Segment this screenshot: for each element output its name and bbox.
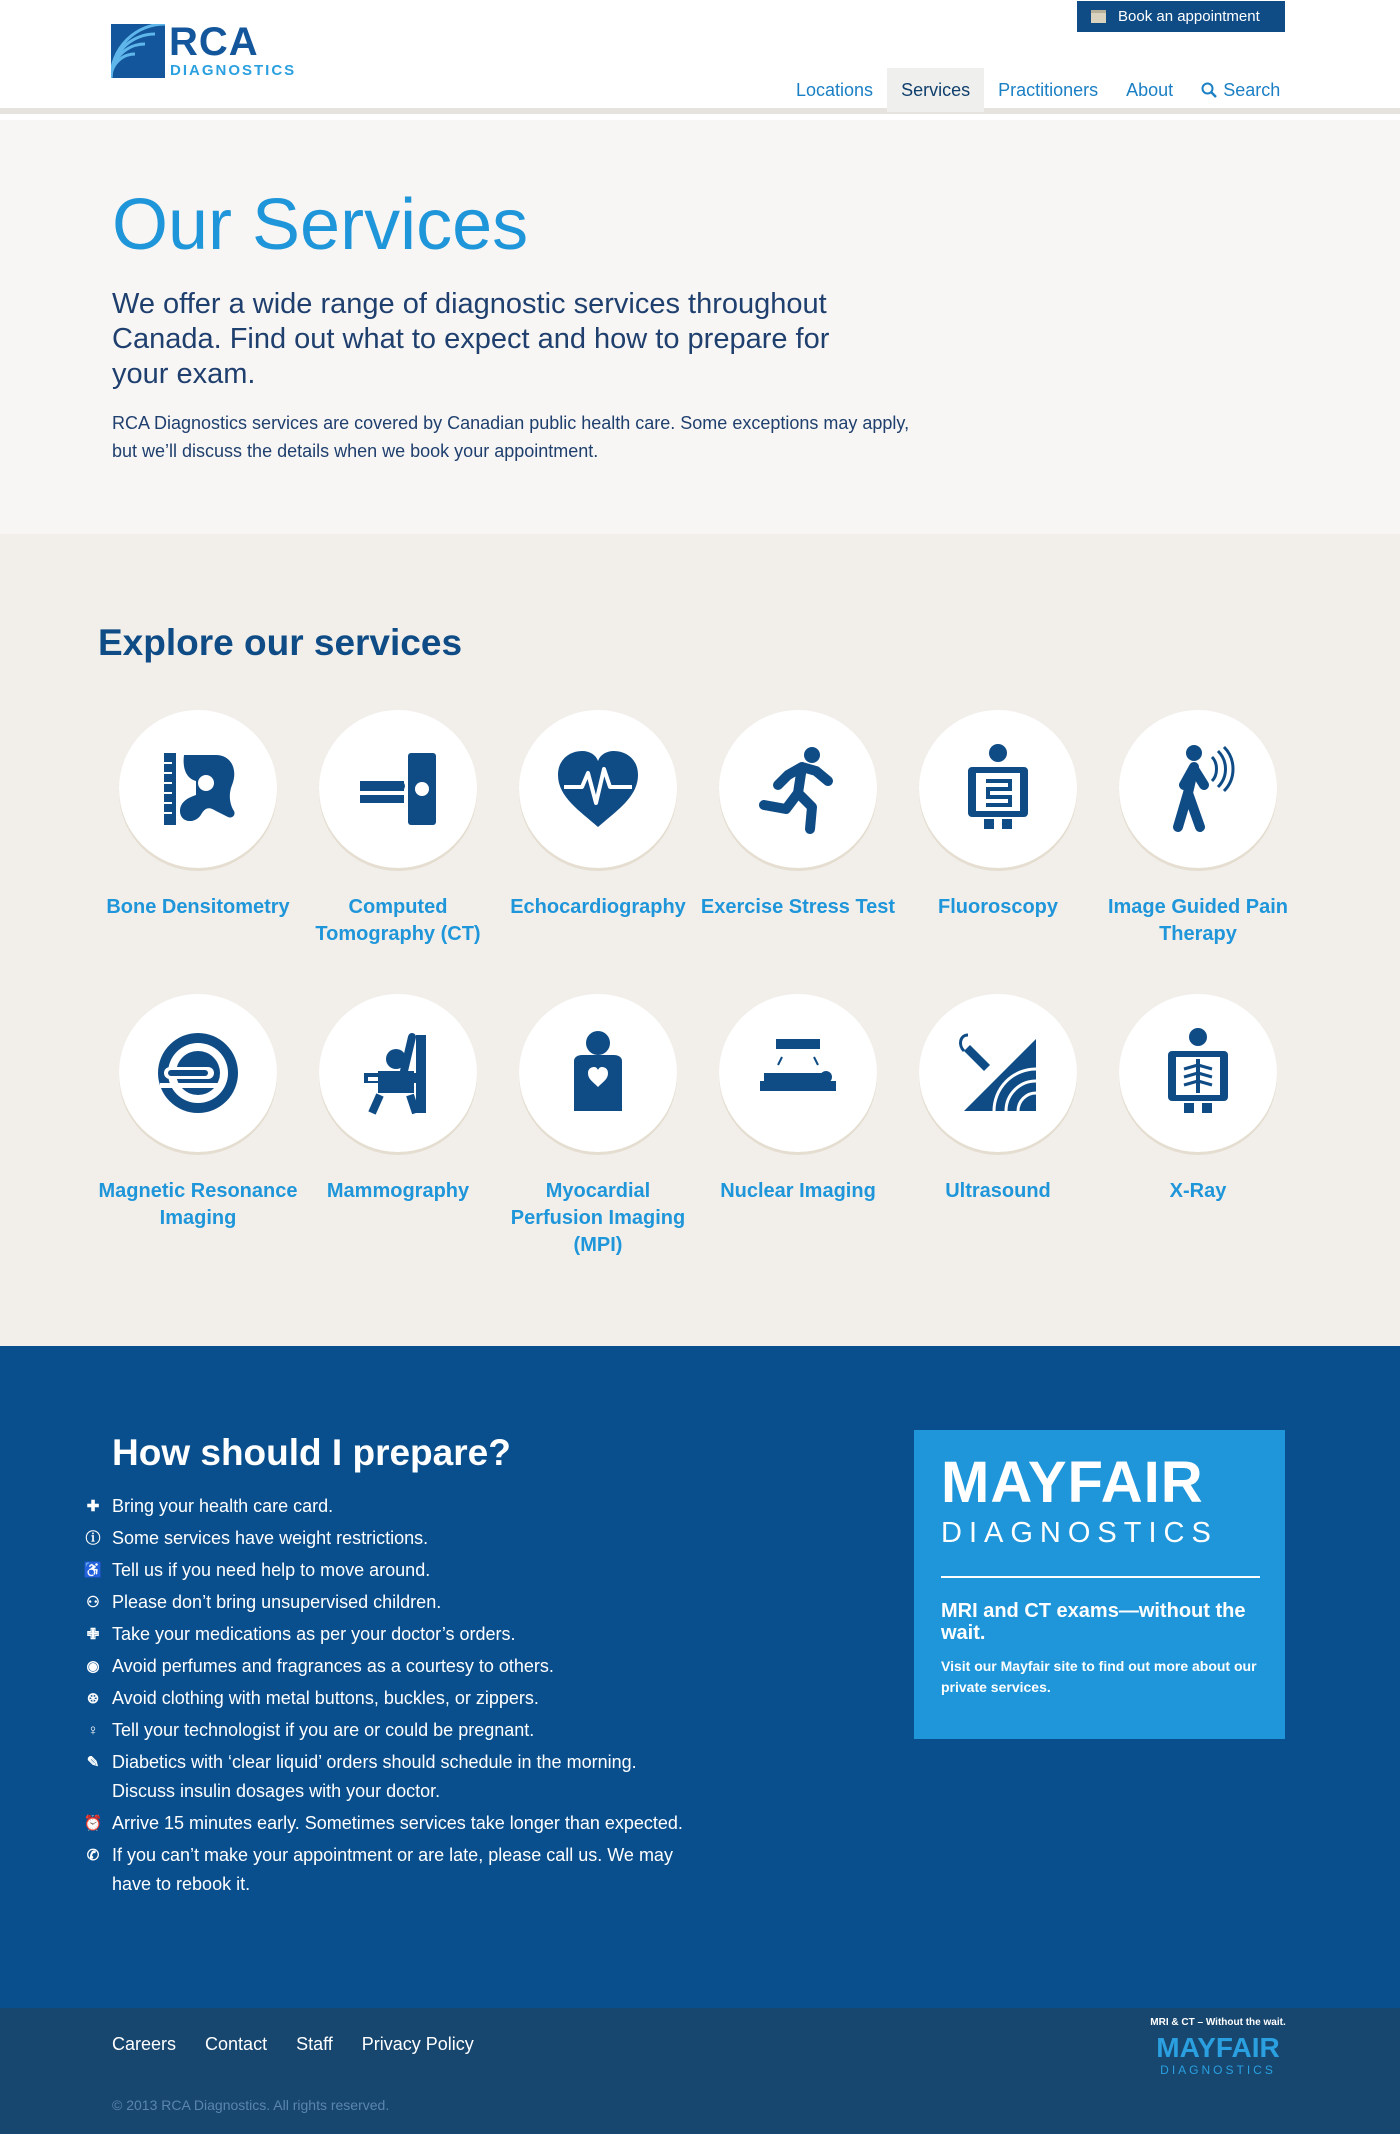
service-label: Fluoroscopy: [937, 896, 1058, 918]
alarm-clock-icon: ⏰: [83, 1815, 103, 1832]
heart-icon: [550, 741, 646, 837]
service-bone-densitometry[interactable]: [98, 710, 298, 921]
prepare-title: How should I prepare?: [112, 1432, 511, 1473]
service-magnetic-resonance-imaging[interactable]: [98, 994, 298, 1232]
service-fluoroscopy[interactable]: [898, 710, 1098, 921]
service-computed-tomography[interactable]: [298, 710, 498, 948]
service-label: Echocardiography: [510, 896, 686, 918]
list-item-text: Bring your health care card.: [112, 1496, 334, 1516]
list-item: [84, 1652, 704, 1681]
footer-mayfair-subtitle: DIAGNOSTICS: [1160, 2063, 1276, 2077]
service-circle: [519, 710, 677, 868]
xray-icon: [1150, 1025, 1246, 1121]
service-mammography[interactable]: [298, 994, 498, 1205]
children-icon: ⚇: [86, 1594, 100, 1611]
service-circle: [519, 994, 677, 1152]
service-circle: [1119, 710, 1277, 868]
list-item-text: Tell your technologist if you are or could be pregnant.: [112, 1720, 535, 1740]
service-label: Nuclear Imaging: [720, 1180, 876, 1202]
copyright: © 2013 RCA Diagnostics. All rights reserved.: [112, 2097, 390, 2113]
mayfair-description: Visit our Mayfair site to find out more about our private services.: [941, 1658, 1257, 1695]
footer-mayfair-logo[interactable]: [1148, 2017, 1288, 2093]
service-ultrasound[interactable]: [898, 994, 1098, 1205]
list-item: [84, 1620, 704, 1649]
nav-search[interactable]: [1187, 68, 1294, 112]
perfume-icon: ◉: [86, 1658, 100, 1675]
nav-practitioners[interactable]: [984, 68, 1112, 112]
logo-name: RCA: [169, 20, 259, 64]
service-image-guided-pain-therapy[interactable]: [1098, 710, 1298, 948]
logo-subtitle: DIAGNOSTICS: [170, 62, 297, 79]
main-nav: [782, 68, 1294, 112]
nav-services-label: Services: [901, 79, 971, 100]
pregnant-icon: ♀: [87, 1722, 99, 1739]
site-header: [0, 0, 1400, 114]
service-myocardial-perfusion-imaging[interactable]: [498, 994, 698, 1259]
footer-links: [112, 2034, 474, 2055]
list-item: [84, 1716, 704, 1745]
list-item-text: Avoid clothing with metal buttons, buckles, or zippers.: [112, 1688, 539, 1708]
bone-densitometry-icon: [150, 741, 246, 837]
nav-about-label: About: [1126, 79, 1174, 100]
list-item: [84, 1748, 704, 1806]
book-appointment-label: Book an appointment: [1118, 8, 1260, 25]
service-circle: [719, 994, 877, 1152]
service-label: Image Guided Pain Therapy: [1107, 896, 1289, 945]
footer-link-contact[interactable]: Contact: [205, 2034, 268, 2054]
info-icon: ⓘ: [85, 1530, 101, 1547]
service-label: Magnetic Resonance Imaging: [98, 1180, 298, 1229]
service-label: Bone Densitometry: [106, 896, 290, 918]
book-appointment-button[interactable]: [1077, 1, 1285, 32]
search-icon: [1201, 82, 1217, 98]
service-label: Exercise Stress Test: [700, 896, 896, 918]
explore-services-section: [0, 534, 1400, 1346]
service-circle: [119, 994, 277, 1152]
service-exercise-stress-test[interactable]: [698, 710, 898, 921]
service-circle: [919, 994, 1077, 1152]
service-label: Mammography: [326, 1180, 470, 1202]
list-item-text: If you can’t make your appointment or are late, please call us. We may have to rebook it.: [112, 1845, 673, 1894]
list-item: [84, 1588, 704, 1617]
list-item-text: Please don’t bring unsupervised children.: [112, 1592, 442, 1612]
list-item: [84, 1524, 704, 1553]
list-item: [84, 1684, 704, 1713]
mri-icon: [150, 1025, 246, 1121]
mammography-icon: [350, 1025, 446, 1121]
mayfair-subtitle: DIAGNOSTICS: [941, 1517, 1218, 1549]
mayfair-tagline: MRI and CT exams—without the wait.: [941, 1600, 1246, 1644]
running-person-icon: [750, 741, 846, 837]
list-item-text: Tell us if you need help to move around.: [112, 1560, 431, 1580]
service-circle: [319, 994, 477, 1152]
service-label: Ultrasound: [945, 1180, 1051, 1202]
mayfair-promo-card[interactable]: [914, 1430, 1285, 1739]
service-circle: [1119, 994, 1277, 1152]
service-label: Myocardial Perfusion Imaging (MPI): [510, 1180, 686, 1256]
nav-search-label: Search: [1223, 79, 1281, 100]
service-circle: [719, 710, 877, 868]
footer-link-staff[interactable]: Staff: [296, 2034, 333, 2054]
nuclear-imaging-icon: [750, 1025, 846, 1121]
nav-services[interactable]: [887, 68, 984, 112]
intro-note: RCA Diagnostics services are covered by Canadian public health care. Some exceptions may apply, but we’ll discuss the details when we book your appointment.: [112, 413, 910, 461]
phone-icon: ✆: [86, 1847, 100, 1864]
list-item-text: Some services have weight restrictions.: [112, 1528, 429, 1548]
list-item-text: Arrive 15 minutes early. Sometimes services take longer than expected.: [112, 1813, 683, 1833]
explore-title: Explore our services: [98, 622, 463, 663]
service-nuclear-imaging[interactable]: [698, 994, 898, 1205]
footer-mayfair-tag: MRI & CT – Without the wait.: [1150, 2017, 1286, 2028]
mayfair-name: MAYFAIR: [941, 1450, 1204, 1515]
walking-person-icon: [1150, 741, 1246, 837]
cross-icon: ✚: [86, 1498, 100, 1515]
list-item: [84, 1556, 704, 1585]
person-heart-icon: [550, 1025, 646, 1121]
service-echocardiography[interactable]: [498, 710, 698, 921]
list-item: [84, 1809, 704, 1838]
metal-button-icon: ⊛: [86, 1690, 100, 1707]
calendar-icon: [1091, 10, 1106, 23]
footer-mayfair-name: MAYFAIR: [1156, 2032, 1280, 2063]
nav-locations-label: Locations: [796, 79, 874, 100]
divider: [941, 1576, 1260, 1578]
fluoroscopy-icon: [950, 741, 1046, 837]
ultrasound-icon: [950, 1025, 1046, 1121]
nav-about[interactable]: [1112, 68, 1187, 112]
list-item: [84, 1841, 704, 1899]
list-item: [84, 1492, 704, 1521]
list-item-text: Take your medications as per your doctor’s orders.: [112, 1624, 516, 1644]
insulin-icon: ✎: [86, 1754, 100, 1771]
rca-logo-mark-icon: [111, 24, 165, 78]
intro-section: [0, 120, 1400, 534]
nav-practitioners-label: Practitioners: [998, 79, 1099, 100]
list-item-text: Diabetics with ‘clear liquid’ orders should schedule in the morning. Discuss insulin dosages with your doctor.: [112, 1752, 637, 1801]
rca-logo[interactable]: [111, 20, 297, 80]
ct-scanner-icon: [350, 741, 446, 837]
service-circle: [319, 710, 477, 868]
intro-lead: We offer a wide range of diagnostic services throughout Canada. Find out what to expect and how to prepare for your exam.: [112, 288, 830, 390]
service-label: X-Ray: [1169, 1180, 1227, 1202]
list-item-text: Avoid perfumes and fragrances as a courtesy to others.: [112, 1656, 554, 1676]
service-label: Computed Tomography (CT): [315, 896, 481, 945]
medication-icon: ✙: [86, 1626, 100, 1643]
nav-locations[interactable]: [782, 68, 887, 112]
service-x-ray[interactable]: [1098, 994, 1298, 1205]
footer-link-careers[interactable]: Careers: [112, 2034, 177, 2054]
service-circle: [119, 710, 277, 868]
page-title: Our Services: [112, 185, 529, 265]
footer-link-privacy-policy[interactable]: Privacy Policy: [361, 2034, 474, 2054]
prepare-list: [84, 1492, 704, 1902]
wheelchair-icon: ♿: [83, 1562, 103, 1579]
service-circle: [919, 710, 1077, 868]
prepare-section: [0, 1346, 1400, 2008]
site-footer: [0, 2008, 1400, 2134]
